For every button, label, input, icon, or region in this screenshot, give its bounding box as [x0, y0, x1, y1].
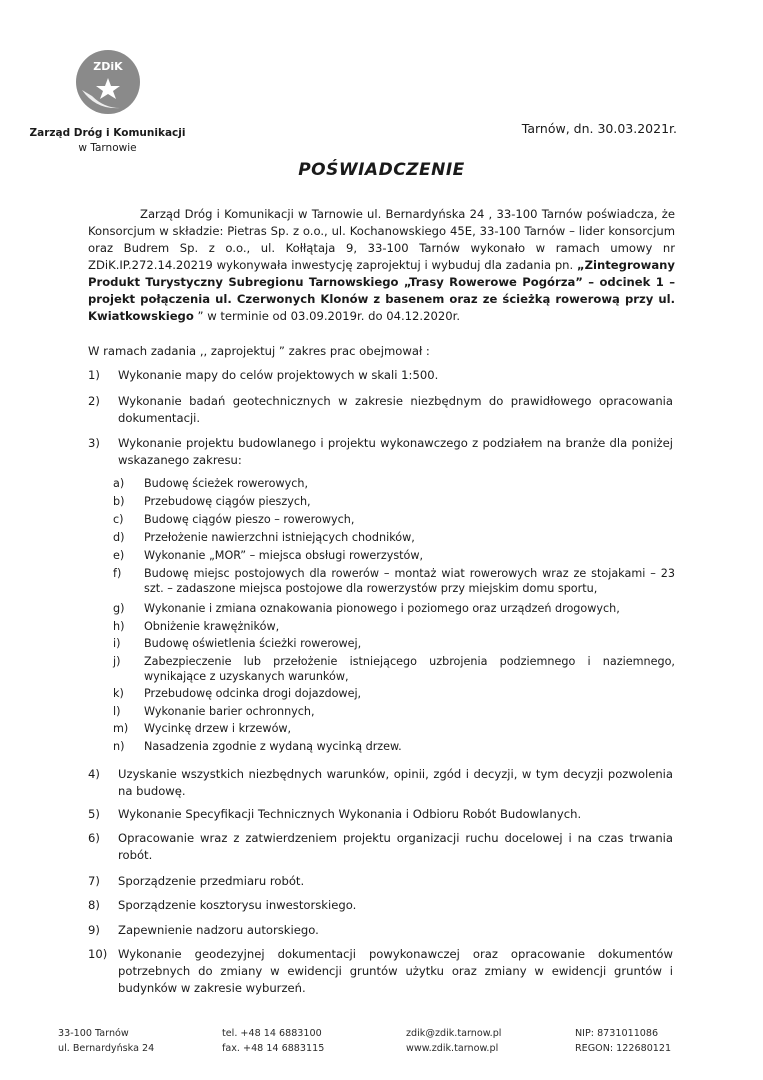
footer-website[interactable]: www.zdik.tarnow.pl: [406, 1043, 499, 1054]
zdik-logo: [74, 48, 142, 116]
item-text: Zapewnienie nadzoru autorskiego.: [118, 923, 319, 937]
sub-item-text: Przebudowę ciągów pieszych,: [144, 495, 311, 508]
footer-tel: tel. +48 14 6883100: [222, 1028, 322, 1039]
item-number: 6): [88, 831, 100, 845]
list-item: [88, 830, 673, 864]
sub-item-text: Przebudowę odcinka drogi dojazdowej,: [144, 687, 362, 700]
item-number: 1): [88, 368, 100, 382]
list-item: [88, 766, 673, 800]
item-number: 3): [88, 436, 100, 450]
item-number: 7): [88, 874, 100, 888]
sub-item: [113, 654, 675, 684]
sub-item-letter: g): [113, 602, 125, 615]
item-text: Wykonanie projektu budowlanego i projektu wykonawczego z podziałem na branże dla poniżej wskazanego zakresu:: [118, 436, 673, 467]
item-text: Wykonanie geodezyjnej dokumentacji powykonawczej oraz opracowanie dokumentów potrzebnych do zmiany w ewidencji gruntów użytku oraz zmiany w ewidencji gruntów i budynków w zakresie wyburzeń.: [118, 947, 673, 995]
sub-item: [113, 512, 675, 527]
sub-item-letter: n): [113, 740, 125, 753]
footer-address-line-2: ul. Bernardyńska 24: [58, 1043, 155, 1054]
scope-lead: W ramach zadania ,, zaprojektuj ” zakres prac obejmował :: [88, 344, 430, 358]
logo-text: ZDiK: [93, 60, 123, 73]
sub-item: [113, 721, 675, 736]
sub-item-text: Zabezpieczenie lub przełożenie istniejącego uzbrojenia podziemnego i naziemnego, wynikające z uzyskanych warunków,: [144, 655, 675, 683]
intro-task-name: „Zintegrowany Produkt Turystyczny Subregionu Tarnowskiego „Trasy Rowerowe Pogórza” – odcinek 1 – projekt połączenia ul. Czerwonych Klonów z basenem oraz ze ścieżką rowerową przy ul. Kwiatkowskiego: [88, 258, 675, 323]
intro-paragraph: [88, 206, 675, 325]
item-text: Uzyskanie wszystkich niezbędnych warunków, opinii, zgód i decyzji, w tym decyzji pozwolenia na budowę.: [118, 767, 673, 798]
sub-item-text: Budowę ciągów pieszo – rowerowych,: [144, 513, 355, 526]
sub-item-letter: h): [113, 620, 125, 633]
list-item: [88, 946, 673, 997]
document-date: Tarnów, dn. 30.03.2021r.: [521, 121, 677, 136]
list-item: [88, 435, 673, 469]
sub-item: [113, 739, 675, 754]
list-item: [88, 393, 673, 427]
item-number: 5): [88, 807, 100, 821]
footer-phone: [222, 1026, 324, 1056]
list-item: [88, 897, 673, 914]
sub-item-letter: b): [113, 495, 125, 508]
item-number: 10): [88, 947, 108, 961]
item-number: 4): [88, 767, 100, 781]
sub-item: [113, 494, 675, 509]
item-number: 2): [88, 394, 100, 408]
sub-item: [113, 686, 675, 701]
sub-item-letter: i): [113, 637, 121, 650]
sub-item: [113, 548, 675, 563]
intro-text-2: ” w terminie od 03.09.2019r. do 04.12.2020r.: [193, 309, 461, 323]
sub-item-text: Przełożenie nawierzchni istniejących chodników,: [144, 531, 415, 544]
footer-fax: fax. +48 14 6883115: [222, 1043, 325, 1054]
footer-email[interactable]: zdik@zdik.tarnow.pl: [406, 1028, 502, 1039]
sub-item-text: Obniżenie krawężników,: [144, 620, 280, 633]
sub-item-letter: k): [113, 687, 124, 700]
sub-item: [113, 566, 675, 596]
sub-item-text: Budowę oświetlenia ścieżki rowerowej,: [144, 637, 362, 650]
org-line-2: w Tarnowie: [78, 142, 137, 154]
sub-item-text: Nasadzenia zgodnie z wydaną wycinką drzew.: [144, 740, 402, 753]
item-text: Opracowanie wraz z zatwierdzeniem projektu organizacji ruchu docelowej i na czas trwania robót.: [118, 831, 673, 862]
item-text: Wykonanie mapy do celów projektowych w skali 1:500.: [118, 368, 439, 382]
sub-item: [113, 704, 675, 719]
footer-regon: REGON: 122680121: [575, 1043, 672, 1054]
sub-item-letter: m): [113, 722, 129, 735]
document-title: POŚWIADCZENIE: [298, 160, 465, 180]
sub-item: [113, 530, 675, 545]
sub-item: [113, 601, 675, 616]
item-text: Wykonanie Specyfikacji Technicznych Wykonania i Odbioru Robót Budowlanych.: [118, 807, 582, 821]
sub-item-text: Wycinkę drzew i krzewów,: [144, 722, 292, 735]
footer-address-line-1: 33-100 Tarnów: [58, 1028, 129, 1039]
footer-contact: [406, 1026, 501, 1056]
sub-item: [113, 636, 675, 651]
item-text: Sporządzenie kosztorysu inwestorskiego.: [118, 898, 357, 912]
sub-item-letter: d): [113, 531, 125, 544]
list-item: [88, 922, 673, 939]
sub-item-letter: c): [113, 513, 124, 526]
footer-nip: NIP: 8731011086: [575, 1028, 659, 1039]
sub-item-text: Budowę ścieżek rowerowych,: [144, 477, 309, 490]
list-item: [88, 806, 673, 823]
sub-item-letter: f): [113, 567, 122, 580]
sub-item-letter: l): [113, 705, 121, 718]
list-item: [88, 367, 673, 384]
item-number: 8): [88, 898, 100, 912]
item-text: Wykonanie badań geotechnicznych w zakresie niezbędnym do prawidłowego opracowania dokumentacji.: [118, 394, 673, 425]
item-text: Sporządzenie przedmiaru robót.: [118, 874, 305, 888]
org-line-1: Zarząd Dróg i Komunikacji: [29, 127, 186, 139]
footer-address: [58, 1026, 154, 1056]
sub-item-text: Wykonanie „MOR” – miejsca obsługi rowerzystów,: [144, 549, 424, 562]
sub-item: [113, 619, 675, 634]
footer-ids: [575, 1026, 671, 1056]
sub-item: [113, 476, 675, 491]
intro-text-1: Zarząd Dróg i Komunikacji w Tarnowie ul. Bernardyńska 24 , 33-100 Tarnów poświadcza, że Konsorcjum w składzie: Pietras Sp. z o.o., ul. Kochanowskiego 45E, 33-100 Tarnów – lider konsorcjum oraz Budrem Sp. z o.o., ul. Kołłątaja 9, 33-100 Tarnów wykonało w ramach umowy nr ZDiK.IP.272.14.20219 wykonywała inwestycję zaprojektuj i wybuduj dla zadania pn.: [88, 207, 675, 272]
sub-item-text: Wykonanie barier ochronnych,: [144, 705, 315, 718]
sub-item-letter: j): [113, 655, 121, 668]
sub-item-text: Budowę miejsc postojowych dla rowerów – montaż wiat rowerowych wraz ze stojakami – 23 szt. – zadaszone miejsca postojowe dla rowerzystów przy miejskim domu sportu,: [144, 567, 675, 595]
organization-name: [20, 126, 195, 156]
item-number: 9): [88, 923, 100, 937]
sub-item-letter: a): [113, 477, 125, 490]
sub-item-text: Wykonanie i zmiana oznakowania pionowego i poziomego oraz urządzeń drogowych,: [144, 602, 620, 615]
list-item: [88, 873, 673, 890]
sub-item-letter: e): [113, 549, 125, 562]
